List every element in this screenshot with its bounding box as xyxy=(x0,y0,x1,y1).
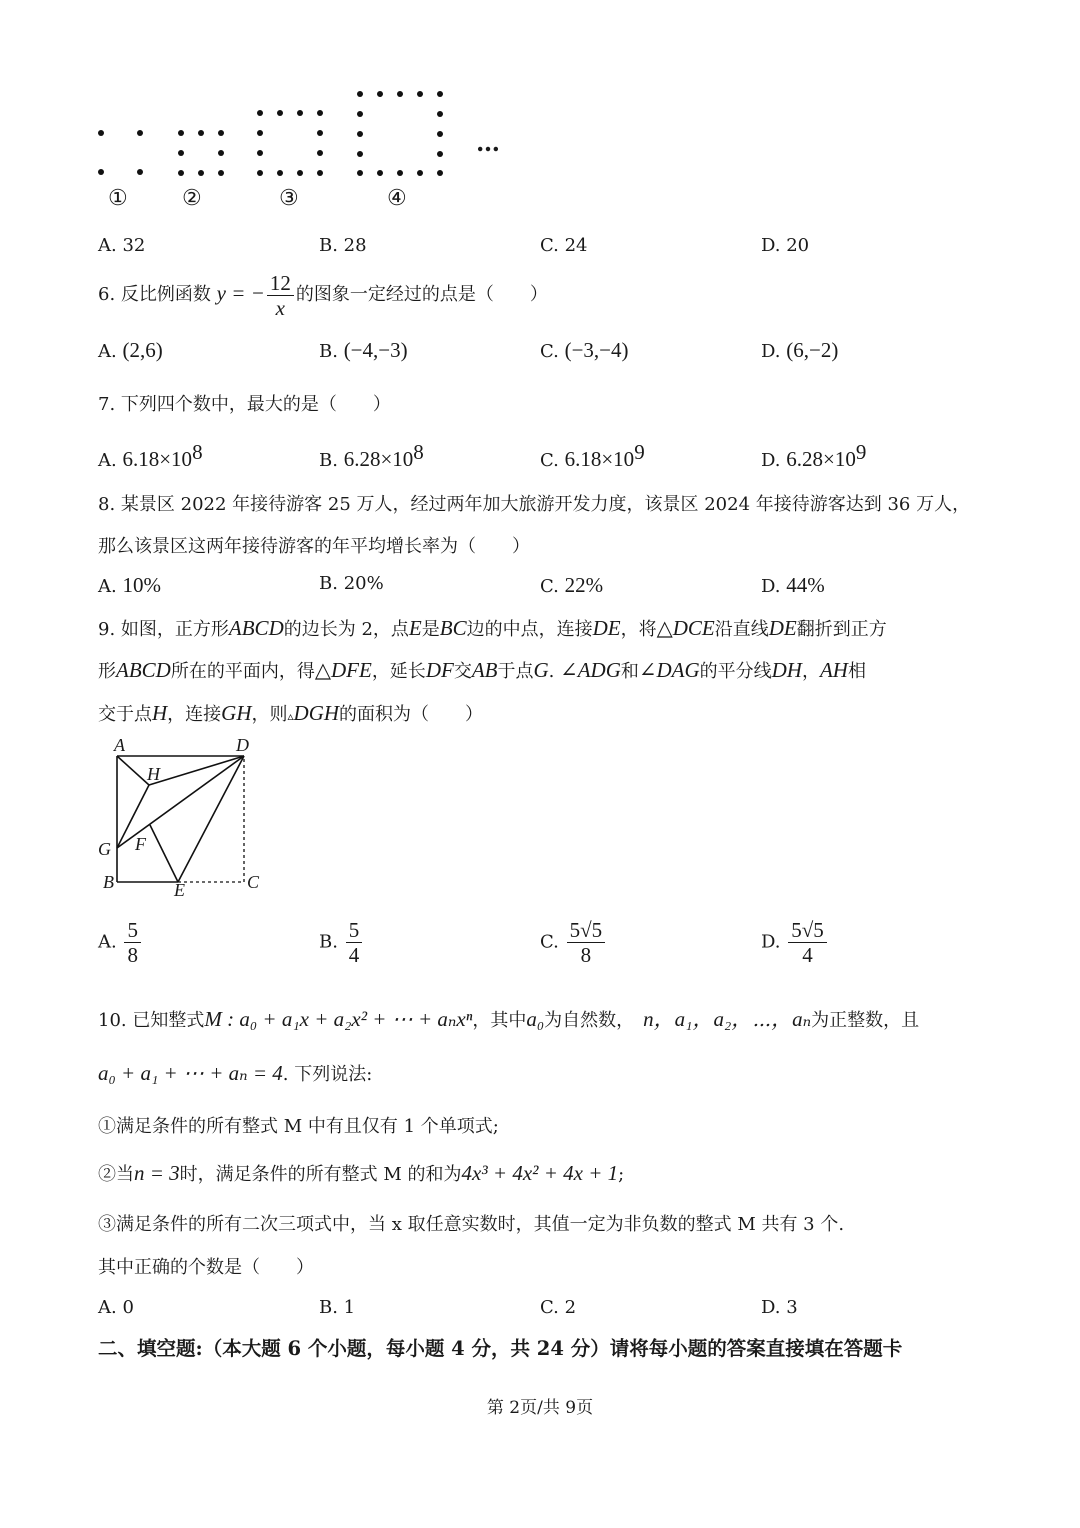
question-10-line2 xyxy=(98,1060,372,1086)
square-fold-figure xyxy=(95,732,275,902)
q5-option-b: B. 28 xyxy=(319,235,367,256)
q10-option-d: D. 3 xyxy=(761,1297,798,1318)
question-9-line1 xyxy=(98,615,887,641)
q7-label-d: D. xyxy=(761,450,781,471)
q6-number: 6. xyxy=(98,284,116,305)
edge-fe xyxy=(150,825,178,882)
page-number: 第 2页/共 9页 xyxy=(486,1398,594,1418)
q9-text: 9. 如图，正方形 xyxy=(98,619,229,640)
q8-option-c xyxy=(540,573,603,598)
q7-label-c: C. xyxy=(540,450,559,471)
q6-option-b xyxy=(319,338,408,363)
q6-text-b: 的图象一定经过的点是（ ） xyxy=(295,284,548,305)
q10-text: ②当 xyxy=(98,1164,134,1185)
label-b: B xyxy=(103,872,114,892)
q8-value-a: 10% xyxy=(122,573,161,597)
q6-label-c: C. xyxy=(540,341,559,362)
q9-option-c xyxy=(540,918,607,967)
q7-option-d xyxy=(761,440,866,472)
q9-text: 形 xyxy=(98,661,116,682)
q10-sum: a₀ + a₁ + ⋯ + aₙ = 4 xyxy=(98,1061,283,1085)
q9-text: ， xyxy=(801,661,820,682)
q9-text: . xyxy=(548,661,555,682)
q6-label-a: A. xyxy=(98,341,117,362)
q9-text: 相 xyxy=(847,661,866,682)
q7-base-d: 6.28×10 xyxy=(786,447,856,471)
q9-text: 是 xyxy=(421,619,440,640)
q9-math: DE xyxy=(768,616,797,640)
q9-text: 边的中点，连接 xyxy=(466,619,593,640)
q9-option-b xyxy=(319,918,364,967)
edge-ed xyxy=(178,756,244,882)
q9-triangle-symbol: ▵ xyxy=(287,709,294,723)
pattern-label-3: ③ xyxy=(279,186,299,211)
q7-base-c: 6.18×10 xyxy=(564,447,635,471)
q9-math: GH xyxy=(221,701,252,725)
q10-option-c: C. 2 xyxy=(540,1297,577,1318)
q5-option-a: A. 32 xyxy=(98,235,146,256)
q9-label-c: C. xyxy=(540,931,559,953)
q9-text: 和 xyxy=(620,661,639,682)
q9-math: DF xyxy=(425,658,454,682)
q9-text: 沿直线 xyxy=(714,619,769,640)
q8-option-d xyxy=(761,573,825,598)
q10-math: 4x³ + 4x² + 4x + 1 xyxy=(461,1161,619,1185)
pattern-ellipsis: … xyxy=(476,128,500,157)
q9-math: △DCE xyxy=(656,616,715,640)
q7-label-b: B. xyxy=(319,450,338,471)
q9-math: ABCD xyxy=(228,616,284,640)
q9-text: ，连接 xyxy=(167,704,222,725)
q10-option-a: A. 0 xyxy=(98,1297,134,1318)
q9-frac-den: 4 xyxy=(348,943,360,967)
pattern-label-4: ④ xyxy=(387,186,407,211)
q8-option-b xyxy=(319,573,384,594)
dot-pattern-figure xyxy=(80,80,520,220)
label-d: D xyxy=(236,735,249,755)
q8-value-c: 22% xyxy=(564,573,604,597)
label-g: G xyxy=(98,839,111,859)
q10-text: 时，满足条件的所有整式 M 的和为 xyxy=(179,1164,462,1185)
q10-option-b: B. 1 xyxy=(319,1297,356,1318)
q10-prompt: 其中正确的个数是（ ） xyxy=(98,1257,314,1278)
label-e: E xyxy=(174,880,185,900)
q9-math: G xyxy=(533,658,549,682)
q9-math: ABCD xyxy=(116,658,171,682)
q6-value-b: (−4,−3) xyxy=(343,338,408,362)
q9-math: ∠ADG xyxy=(560,658,621,682)
q6-value-c: (−3,−4) xyxy=(564,338,629,362)
q8-label-b: B. xyxy=(319,573,338,594)
q8-label-a: A. xyxy=(98,576,117,597)
q9-text: 的平分线 xyxy=(699,661,772,682)
q9-math: △DFE xyxy=(314,658,372,682)
q9-frac-den: 8 xyxy=(127,943,138,967)
q9-fraction-a xyxy=(124,918,141,967)
q9-text: ，则 xyxy=(251,704,288,725)
q7-exp-d: 9 xyxy=(855,440,867,464)
q8-label-d: D. xyxy=(761,576,781,597)
q6-label-d: D. xyxy=(761,341,781,362)
q9-text: 交于点 xyxy=(98,704,152,725)
q5-option-c: C. 24 xyxy=(540,235,588,256)
q9-fraction-d xyxy=(788,918,827,967)
q8-value-d: 44% xyxy=(786,573,825,597)
q10-vars: n，a₁，a₂，⋯，aₙ xyxy=(643,1007,812,1031)
q9-math: H xyxy=(152,701,168,725)
q10-text: . 下列说法: xyxy=(282,1064,373,1085)
q9-option-d xyxy=(761,918,829,967)
q9-text: 于点 xyxy=(497,661,534,682)
label-a: A xyxy=(114,735,125,755)
q10-text: ; xyxy=(618,1164,625,1185)
q9-math: AB xyxy=(471,658,498,682)
q5-option-d: D. 20 xyxy=(761,235,810,256)
question-10-line1 xyxy=(98,1003,919,1033)
q6-option-d xyxy=(761,338,838,363)
q6-frac-den: x xyxy=(275,295,285,320)
q10-statement-3: ③满足条件的所有二次三项式中，当 x 取任意实数时，其值一定为非负数的整式 M 共有 3 个. xyxy=(98,1214,845,1235)
q10-text: 10. 已知整式 xyxy=(98,1010,205,1031)
q9-text: 翻折到正方 xyxy=(796,619,887,640)
label-h: H xyxy=(147,764,160,784)
question-7: 7. 下列四个数中，最大的是（ ） xyxy=(98,394,391,415)
q7-exp-a: 8 xyxy=(192,440,203,464)
q9-frac-num: 5 xyxy=(124,918,141,943)
q9-fraction-c xyxy=(567,918,606,967)
q9-text: ，延长 xyxy=(371,661,426,682)
q9-math: BC xyxy=(439,616,467,640)
q7-exp-c: 9 xyxy=(634,440,645,464)
q9-fraction-b xyxy=(346,918,363,967)
question-6 xyxy=(98,268,548,320)
q7-exp-b: 8 xyxy=(413,440,424,464)
q9-math: DGH xyxy=(293,701,340,725)
q6-frac-num: 12 xyxy=(267,271,294,296)
q9-frac-den: 8 xyxy=(580,943,592,967)
q6-value-a: (2,6) xyxy=(122,338,163,362)
question-9-line2 xyxy=(98,657,866,683)
question-9-line3 xyxy=(98,700,483,726)
q9-math: E xyxy=(408,616,422,640)
label-c: C xyxy=(247,872,260,892)
q9-text: 交 xyxy=(453,661,472,682)
q10-text: ，其中 xyxy=(472,1010,527,1031)
q10-math: n = 3 xyxy=(134,1161,180,1185)
edge-hd xyxy=(149,756,244,785)
edge-ah xyxy=(117,756,149,785)
q6-value-d: (6,−2) xyxy=(786,338,839,362)
q6-option-a xyxy=(98,338,163,363)
pattern-label-1: ① xyxy=(108,186,128,211)
q7-option-b xyxy=(319,440,424,472)
q6-fraction xyxy=(267,271,294,320)
q6-function-lhs: y = − xyxy=(216,281,265,305)
q9-label-a: A. xyxy=(98,931,117,953)
q9-math: DE xyxy=(592,616,621,640)
q10-expression: M : a₀ + a₁x + a₂x² + ⋯ + aₙxⁿ xyxy=(204,1007,473,1031)
pattern-label-2: ② xyxy=(182,186,202,211)
q6-option-c xyxy=(540,338,629,363)
q9-text: 的边长为 2，点 xyxy=(283,619,409,640)
q8-label-c: C. xyxy=(540,576,559,597)
q9-frac-num: 5 xyxy=(346,918,363,943)
q9-option-a xyxy=(98,918,143,967)
q10-math: a₀ xyxy=(526,1007,545,1031)
q9-frac-num: 5√5 xyxy=(788,918,827,943)
q7-base-b: 6.28×10 xyxy=(343,447,414,471)
q9-label-d: D. xyxy=(761,931,781,953)
q7-option-a xyxy=(98,440,203,472)
q9-frac-num: 5√5 xyxy=(567,918,606,943)
q8-value-b: 20% xyxy=(343,573,384,594)
q9-math: DH xyxy=(771,658,802,682)
label-f: F xyxy=(135,834,146,854)
q6-label-b: B. xyxy=(319,341,338,362)
question-8-line1: 8. 某景区 2022 年接待游客 25 万人，经过两年加大旅游开发力度，该景区 2024 年接待游客达到 36 万人， xyxy=(98,494,971,515)
q7-option-c xyxy=(540,440,645,472)
q9-text: 的面积为（ ） xyxy=(339,704,484,725)
q6-text-a: 反比例函数 xyxy=(120,284,211,305)
q7-base-a: 6.18×10 xyxy=(122,447,193,471)
q9-frac-den: 4 xyxy=(802,943,813,967)
q9-label-b: B. xyxy=(319,931,338,953)
q9-math: AH xyxy=(819,658,848,682)
q9-math: ∠DAG xyxy=(638,658,700,682)
q9-text: ，将 xyxy=(620,619,657,640)
q7-label-a: A. xyxy=(98,450,117,471)
q10-statement-1: ①满足条件的所有整式 M 中有且仅有 1 个单项式; xyxy=(98,1116,499,1137)
question-8-line2: 那么该景区这两年接待游客的年平均增长率为（ ） xyxy=(98,536,530,557)
q8-option-a xyxy=(98,573,161,598)
q10-text: 为正整数，且 xyxy=(811,1010,920,1031)
section-2-heading: 二、填空题:（本大题 6 个小题，每小题 4 分，共 24 分）请将每小题的答案直接填在答题卡 xyxy=(98,1337,903,1360)
q9-text: 所在的平面内，得 xyxy=(170,661,315,682)
q10-text: 为自然数， xyxy=(544,1010,635,1031)
q10-statement-2 xyxy=(98,1160,624,1186)
